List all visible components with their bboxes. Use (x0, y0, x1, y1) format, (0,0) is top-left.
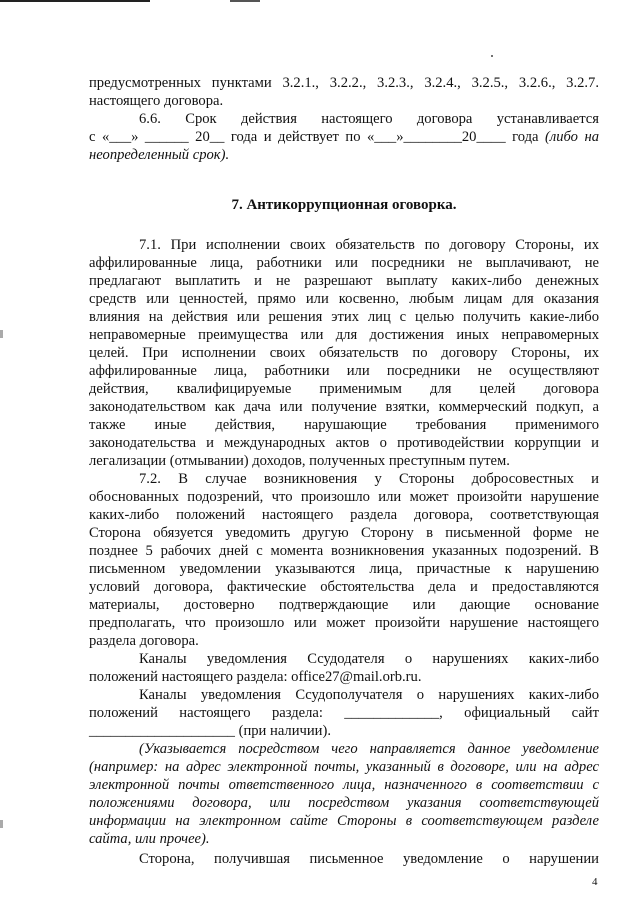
text-line: аффилированные лица, работники или посредники не выплачивают, не (89, 255, 599, 271)
lender-email-line: положений настоящего раздела: office27@mail.orb.ru. (89, 669, 422, 685)
top-border-rule (0, 0, 150, 2)
text-line: условий договора, фактические обстоятельства дела и предоставляются (89, 579, 599, 595)
clause-7-1-line: 7.1. При исполнении своих обязательств по договору Стороны, их (139, 237, 599, 253)
date-line (89, 128, 599, 146)
text-line: аффилированные лица, работники или посредники не осуществляют (89, 363, 599, 379)
date-note-italic: (либо на (545, 129, 599, 145)
note-line-italic: (Указывается посредством чего направляется данное уведомление (139, 741, 599, 757)
text-line: каких-либо положений настоящего раздела договора, соответствующая (89, 507, 599, 523)
text-line: законодательством как дача или получение взятки, коммерческий подкуп, а (89, 399, 599, 415)
text-line: неправомерные преимущества или для достижения иных неправомерных (89, 327, 599, 343)
borrower-channels-line: Каналы уведомления Ссудополучателя о нарушениях каких-либо (139, 687, 599, 703)
text-line: предусмотренных пунктами 3.2.1., 3.2.2., 3.2.3., 3.2.4., 3.2.5., 3.2.6., 3.2.7. (89, 75, 599, 91)
text-line: также иные действия, нарушающие требования применимого (89, 417, 599, 433)
note-line-italic: электронной почты ответственного лица, назначенного в соответствии с (89, 777, 599, 793)
text-line: действия, квалифицируемые применимым для целей договора (89, 381, 599, 397)
text-line: материалы, достоверно подтверждающие или дающие основание (89, 597, 599, 613)
text-line: законодательства и международных актов о противодействии коррупции и (89, 435, 599, 451)
edge-mark (0, 330, 3, 338)
note-line-italic: информации на электронном сайте Стороны в соответствующем разделе (89, 813, 599, 829)
text-line: целей. При исполнении своих обязательств по договору Стороны, их (89, 345, 599, 361)
text-line: письменном уведомлении указываются лица, причастные к нарушению (89, 561, 599, 577)
note-line-italic: сайта, или прочее). (89, 831, 210, 847)
text-line: обоснованных подозрений, что произошло или может произойти нарушение (89, 489, 599, 505)
text-line: Сторона, получившая письменное уведомление о нарушении (139, 851, 599, 867)
text-line: Сторона обязуется уведомить другую Сторону в письменной форме не (89, 525, 599, 541)
text-line: настоящего договора. (89, 93, 224, 109)
text-line: ____________________ (при наличии). (89, 723, 331, 739)
scan-speck (491, 55, 493, 57)
clause-7-2-line: 7.2. В случае возникновения у Стороны добросовестных и (139, 471, 599, 487)
lender-channels-line: Каналы уведомления Ссудодателя о нарушениях каких-либо (139, 651, 599, 667)
text-line: легализации (отмывании) доходов, полученных преступным путем. (89, 453, 510, 469)
text-line: раздела договора. (89, 633, 199, 649)
edge-mark (0, 820, 3, 828)
note-line-italic: (например: на адрес электронной почты, указанный в договоре, или на адрес (89, 759, 599, 775)
text-line: предполагать, что произошло или может произойти нарушение настоящего (89, 615, 599, 631)
text-line: влияния на действия или решения этих лиц с целью получить какие-либо (89, 309, 599, 325)
page-number: 4 (592, 876, 598, 888)
text-line: средств или ценностей, прямо или косвенно, любым лицам для оказания (89, 291, 599, 307)
text-line: позднее 5 рабочих дней с момента возникновения указанных подозрений. В (89, 543, 599, 559)
section-heading: 7. Антикоррупционная оговорка. (231, 197, 457, 213)
text-line: положений настоящего раздела: _____________, официальный сайт (89, 705, 599, 721)
date-text: с «___» ______ 20__ года и действует по «___»________20____ года (89, 129, 546, 145)
note-line-italic: положениями договора, или посредством указания соответствующей (89, 795, 599, 811)
top-border-rule-fragment (230, 0, 260, 2)
clause-6-6-line: 6.6. Срок действия настоящего договора устанавливается (139, 111, 599, 127)
text-line: предлагают выплатить и не разрешают выплату каких-либо денежных (89, 273, 599, 289)
text-line-italic: неопределенный срок). (89, 147, 230, 163)
